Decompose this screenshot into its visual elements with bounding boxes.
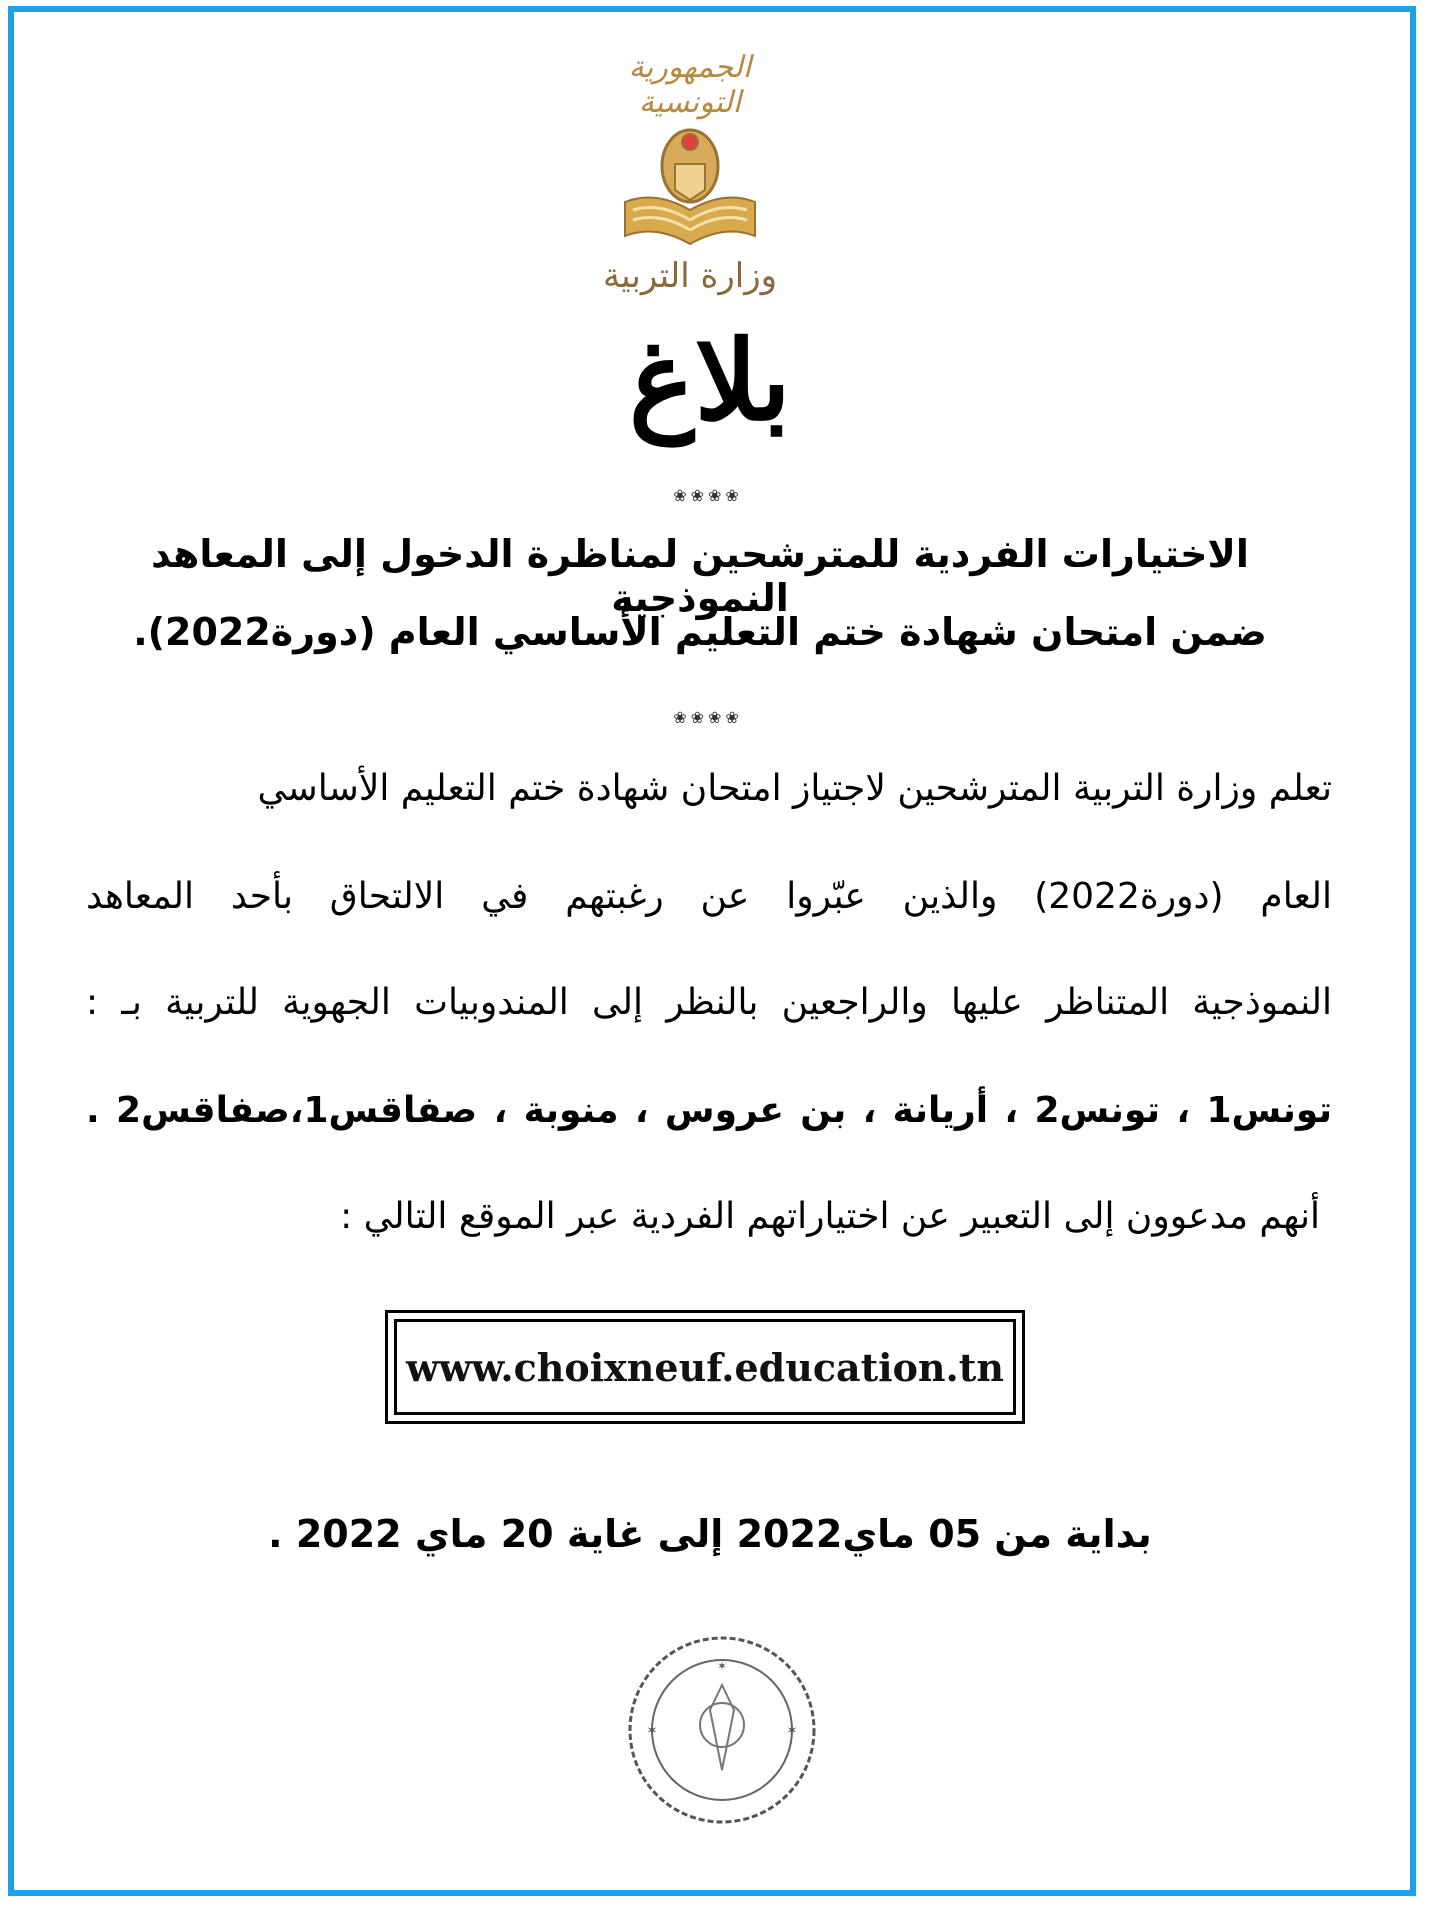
svg-text:✶: ✶ [716, 1659, 728, 1673]
body-line-2: العام (دورة2022) والذين عبّروا عن رغبتهم في الالتحاق بأحد المعاهد [86, 876, 1332, 917]
svg-text:✶: ✶ [786, 1723, 798, 1739]
announcement-heading: بلاغ [629, 316, 791, 445]
ornament-divider: ❀❀❀❀ [673, 708, 743, 727]
body-line-5: أنهم مدعوون إلى التعبير عن اختياراتهم الفردية عبر الموقع التالي : [340, 1196, 1320, 1237]
ministry-label: وزارة التربية [602, 256, 778, 296]
body-line-3: النموذجية المتناظر عليها والراجعين بالنظر إلى المندوبيات الجهوية للتربية بـ : [86, 982, 1332, 1023]
book-crest-icon [615, 124, 765, 254]
title-line-2: ضمن امتحان شهادة ختم التعليم الأساسي العام (دورة2022). [133, 610, 1267, 654]
regions-list: تونس1 ، تونس2 ، أريانة ، بن عروس ، منوبة ، صفاقس1،صفاقس2 . [86, 1090, 1332, 1131]
ministry-emblem [590, 50, 790, 300]
title-line-1: الاختيارات الفردية للمترشحين لمناظرة الدخول إلى المعاهد النموذجية [151, 532, 1249, 620]
ornament-divider: ❀❀❀❀ [673, 486, 743, 505]
republic-label: الجمهورية التونسية [628, 50, 752, 120]
body-line-1: تعلم وزارة التربية المترشحين لاجتياز امتحان شهادة ختم التعليم الأساسي [257, 768, 1332, 809]
website-link[interactable]: www.choixneuf.education.tn [406, 1344, 1004, 1390]
official-stamp-icon [622, 1630, 822, 1830]
svg-text:✶: ✶ [646, 1723, 658, 1739]
website-box [385, 1310, 1025, 1424]
date-range: بداية من 05 ماي2022 إلى غاية 20 ماي 2022 . [268, 1512, 1152, 1556]
